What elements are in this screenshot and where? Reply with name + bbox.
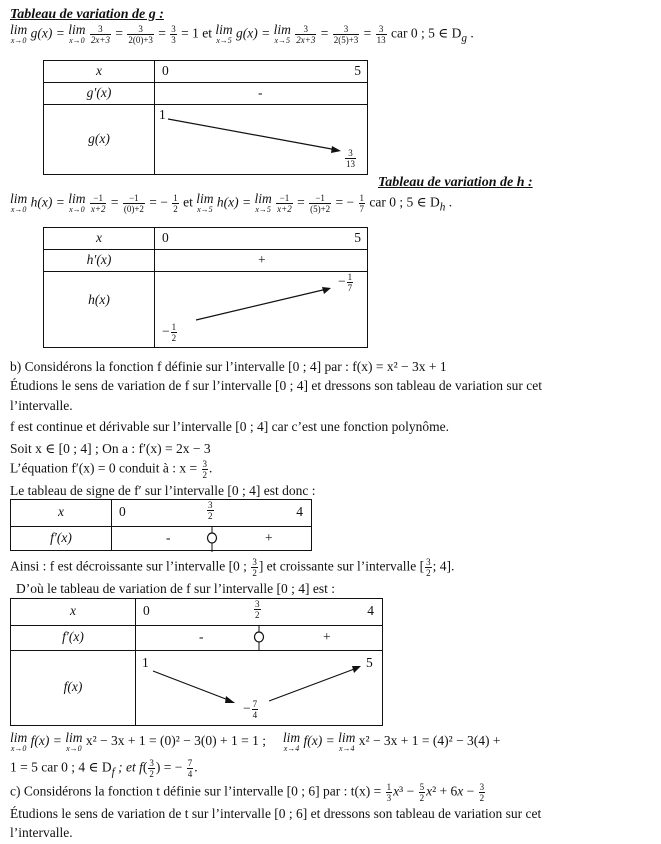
h-x-end: 5 (354, 230, 361, 245)
var-deriv-positive: + (323, 629, 331, 644)
var-x-end: 4 (367, 603, 374, 618)
g-top-value: 1 (159, 107, 166, 122)
h-x-label: x (96, 230, 102, 245)
f-sign-table (10, 499, 312, 551)
part-b-intro: b) Considérons la fonction f définie sur l’intervalle [0 ; 4] par : f(x) = x² − 3x + 1 (10, 359, 447, 374)
h-limits-line: lim x→0 h(x) = lim x→0 $\frac{-1}{x+2}$ = $\frac{-1}{(0)+2}$ = − $\frac{1}{2}$ et lim x→5 h(x) = lim x→5 $\frac{-1}{x+2}$ = $\frac{-1}{(5)+2}$ = − $\frac{1}{7}$ car 0 ; 5 ∈ $D_h$ . (10, 191, 453, 214)
part-b-equation: L’équation f′(x) = 0 conduit à : x = $\frac{3}{2}$ . (10, 459, 213, 480)
h-increasing-arrow (44, 228, 369, 349)
var-x-mid: $\frac{3}{2}$ (255, 599, 260, 620)
g-func-label: g(x) (88, 131, 110, 146)
var-deriv-label: f′(x) (62, 629, 84, 644)
var-min-value: − $\frac{7}{4}$ (243, 699, 258, 720)
part-b-limits-line2: 1 = 5 car 0 ; 4 ∈ $D_f$ ; et f( $\frac{3}{2}$ ) = − $\frac{7}{4}$ . (10, 758, 198, 779)
g-variation-table (43, 60, 368, 175)
sign-negative: - (166, 530, 171, 545)
var-arrows (11, 599, 384, 727)
g-deriv-label: g′(x) (86, 85, 112, 100)
g-deriv-sign: - (258, 85, 263, 100)
g-section-title: Tableau de variation de g : (10, 7, 164, 22)
h-section-title: Tableau de variation de h : (378, 175, 533, 190)
f-variation-table (10, 598, 383, 726)
part-b-limits-line1: lim x→0 f(x) = lim x→0 x² − 3x + 1 = (0)² − 3(0) + 1 = 1 ; lim x→4 f(x) = lim x→4 x² − 3x + 1 = (4)² − 3(4) + (10, 730, 501, 753)
part-c-study-line1: Étudions le sens de variation de t sur l’intervalle [0 ; 6] et dressons son tableau de variation sur cet (10, 806, 542, 821)
var-x-label: x (70, 603, 76, 618)
h-deriv-sign: + (258, 252, 266, 267)
g-x-end: 5 (354, 63, 361, 78)
g-bottom-value: $\frac{3}{13}$ (346, 148, 355, 169)
g-limits-line: lim x→0 g(x) = lim x→0 $\frac{3}{2x+3}$ = $\frac{3}{2(0)+3}$ = $\frac{3}{3}$ = 1 et lim x→5 g(x) = lim x→5 $\frac{3}{2x+3}$ = $\frac{3}{2(5)+3}$ = $\frac{3}{13}$ car 0 ; 5 ∈ $D_g$ . (10, 22, 474, 45)
part-b-continuity: f est continue et dérivable sur l’intervalle [0 ; 4] car c’est une fonction polynôme. (10, 419, 449, 434)
sign-x-end: 4 (296, 504, 303, 519)
part-b-conclusion: Ainsi : f est décroissante sur l’intervalle [0 ; $\frac{3}{2}$ ] et croissante sur l’intervalle [ $\frac{3}{2}$ ; 4]. (10, 557, 455, 578)
part-b-study-line1: Étudions le sens de variation de f sur l’intervalle [0 ; 4] et dressons son tableau de variation sur cet (10, 378, 542, 393)
sign-x-label: x (58, 504, 64, 519)
h-deriv-label: h′(x) (86, 252, 112, 267)
sign-x-start: 0 (119, 504, 126, 519)
h-bottom-value: − $\frac{1}{2}$ (162, 322, 177, 343)
part-c-study-line2: l’intervalle. (10, 825, 73, 840)
sign-zero-marker (11, 500, 313, 552)
var-deriv-negative: - (199, 629, 204, 644)
g-x-start: 0 (162, 63, 169, 78)
h-x-start: 0 (162, 230, 169, 245)
part-b-variation-intro: D’où le tableau de variation de f sur l’intervalle [0 ; 4] est : (16, 581, 336, 596)
part-b-study-line2: l’intervalle. (10, 398, 73, 413)
part-c-intro: c) Considérons la fonction t définie sur l’intervalle [0 ; 6] par : t(x) = $\frac{1}{3}$ x³ − $\frac{5}{2}$ x² + 6x − $\frac{3}{2}$ (10, 782, 485, 803)
part-b-sign-intro: Le tableau de signe de f′ sur l’intervalle [0 ; 4] est donc : (10, 483, 316, 498)
var-x-start: 0 (143, 603, 150, 618)
var-end-value: 5 (366, 655, 373, 670)
h-top-value: − $\frac{1}{7}$ (338, 272, 353, 293)
sign-positive: + (265, 530, 273, 545)
h-func-label: h(x) (88, 292, 110, 307)
h-variation-table (43, 227, 368, 348)
sign-x-mid: $\frac{3}{2}$ (208, 500, 213, 521)
g-x-label: x (96, 63, 102, 78)
var-func-label: f(x) (63, 679, 83, 694)
var-start-value: 1 (142, 655, 149, 670)
part-b-derivative: Soit x ∈ [0 ; 4] ; On a : f′(x) = 2x − 3 (10, 441, 211, 456)
sign-deriv-label: f′(x) (50, 530, 72, 545)
g-decreasing-arrow (44, 61, 369, 176)
